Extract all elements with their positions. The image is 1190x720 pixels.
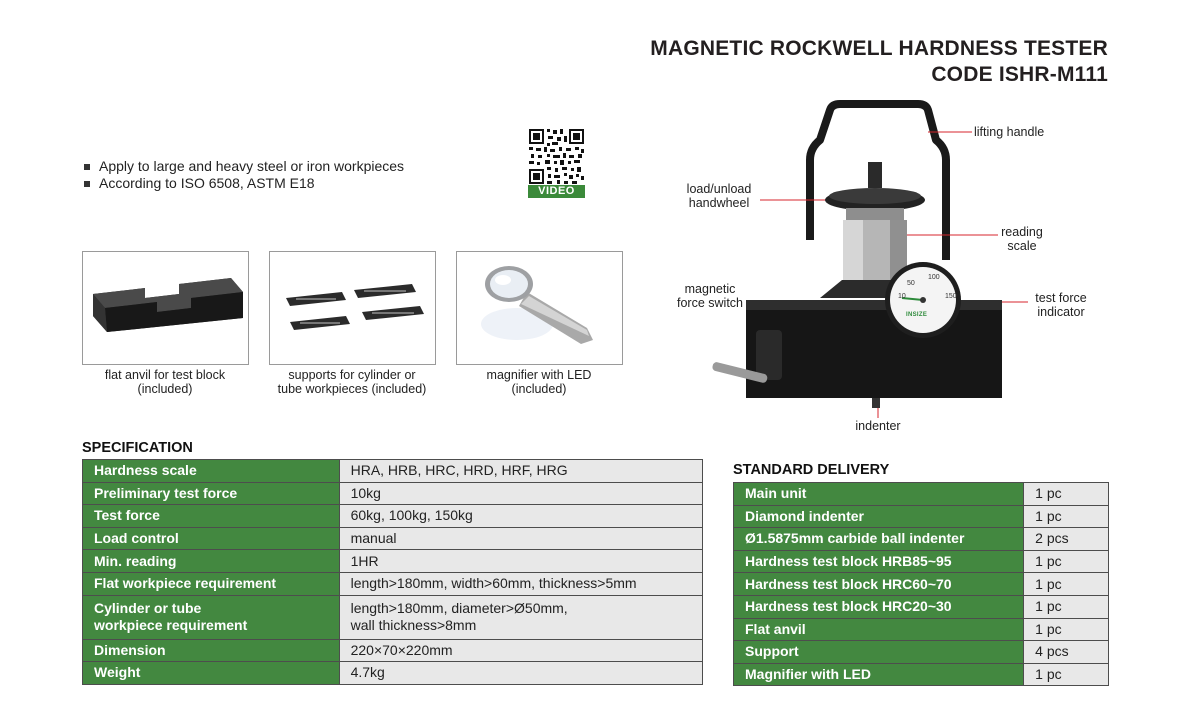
delivery-qty: 4 pcs	[1024, 641, 1109, 664]
dial-number: 150	[945, 293, 957, 300]
delivery-qty: 1 pc	[1024, 595, 1109, 618]
spec-value: length>180mm, diameter>Ø50mm, wall thickness>8mm	[339, 595, 702, 639]
delivery-title: STANDARD DELIVERY	[733, 462, 890, 478]
spec-value: length>180mm, width>60mm, thickness>5mm	[339, 572, 702, 595]
dial-number: 100	[928, 274, 940, 281]
table-row	[734, 505, 1109, 528]
delivery-qty: 1 pc	[1024, 483, 1109, 506]
feature-item: According to ISO 6508, ASTM E18	[82, 175, 404, 192]
tester-product-image	[660, 100, 1120, 440]
specification-title: SPECIFICATION	[82, 440, 193, 456]
spec-value: 60kg, 100kg, 150kg	[339, 505, 702, 528]
table-row	[83, 639, 703, 662]
brand-logo: INSIZE	[906, 312, 928, 318]
dial-number: 50	[907, 280, 915, 287]
table-row	[83, 505, 703, 528]
spec-label: Test force	[83, 505, 340, 528]
table-row	[734, 663, 1109, 686]
spec-value: 1HR	[339, 550, 702, 573]
spec-label: Preliminary test force	[83, 482, 340, 505]
delivery-qty: 2 pcs	[1024, 528, 1109, 551]
delivery-qty: 1 pc	[1024, 505, 1109, 528]
delivery-item: Magnifier with LED	[734, 663, 1024, 686]
delivery-item: Hardness test block HRB85~95	[734, 550, 1024, 573]
delivery-item: Hardness test block HRC60~70	[734, 573, 1024, 596]
spec-value: 220×70×220mm	[339, 639, 702, 662]
qr-label: VIDEO	[538, 185, 575, 197]
table-row	[83, 550, 703, 573]
table-row	[83, 460, 703, 483]
delivery-item: Hardness test block HRC20~30	[734, 595, 1024, 618]
table-row	[734, 641, 1109, 664]
spec-label: Hardness scale	[83, 460, 340, 483]
spec-value: 4.7kg	[339, 662, 702, 685]
delivery-item: Flat anvil	[734, 618, 1024, 641]
callout-test-force-indicator: test force indicator	[1035, 291, 1087, 319]
feature-item: Apply to large and heavy steel or iron workpieces	[82, 158, 404, 175]
bullet-icon	[84, 164, 90, 170]
callout-indenter: indenter	[855, 419, 901, 433]
flat-anvil-image	[82, 251, 249, 365]
spec-label: Weight	[83, 662, 340, 685]
table-row	[734, 595, 1109, 618]
delivery-item: Support	[734, 641, 1024, 664]
table-row	[83, 572, 703, 595]
spec-label: Cylinder or tube workpiece requirement	[83, 595, 340, 639]
callout-reading-scale: reading scale	[1001, 225, 1043, 253]
delivery-table	[733, 482, 1109, 686]
spec-value: 10kg	[339, 482, 702, 505]
spec-label: Dimension	[83, 639, 340, 662]
magnifier-caption: magnifier with LED (included)	[486, 368, 592, 396]
spec-label: Min. reading	[83, 550, 340, 573]
callout-lifting-handle: lifting handle	[974, 125, 1045, 139]
bullet-icon	[84, 181, 90, 187]
page-title: MAGNETIC ROCKWELL HARDNESS TESTER	[650, 37, 1108, 60]
flat-anvil-caption: flat anvil for test block (included)	[104, 368, 226, 396]
feature-list	[82, 158, 404, 192]
delivery-qty: 1 pc	[1024, 618, 1109, 641]
table-row	[83, 482, 703, 505]
spec-label: Flat workpiece requirement	[83, 572, 340, 595]
delivery-qty: 1 pc	[1024, 663, 1109, 686]
spec-value: manual	[339, 527, 702, 550]
delivery-item: Diamond indenter	[734, 505, 1024, 528]
delivery-item: Ø1.5875mm carbide ball indenter	[734, 528, 1024, 551]
spec-value: HRA, HRB, HRC, HRD, HRF, HRG	[339, 460, 702, 483]
delivery-item: Main unit	[734, 483, 1024, 506]
callout-magnetic-switch: magnetic force switch	[677, 282, 743, 310]
table-row	[734, 483, 1109, 506]
supports-caption: supports for cylinder or tube workpieces (included)	[277, 368, 427, 396]
product-code: CODE ISHR-M111	[931, 63, 1108, 86]
table-row	[734, 618, 1109, 641]
spec-label: Load control	[83, 527, 340, 550]
delivery-qty: 1 pc	[1024, 573, 1109, 596]
table-row	[83, 662, 703, 685]
table-row	[734, 573, 1109, 596]
delivery-qty: 1 pc	[1024, 550, 1109, 573]
dial-number: 10	[898, 293, 906, 300]
table-row	[734, 550, 1109, 573]
table-row	[83, 527, 703, 550]
supports-image	[269, 251, 436, 365]
specification-table	[82, 459, 703, 685]
qr-code-video-link[interactable]	[528, 128, 585, 198]
callout-handwheel: load/unload handwheel	[686, 182, 752, 210]
table-row	[83, 595, 703, 639]
table-row	[734, 528, 1109, 551]
magnifier-image	[456, 251, 623, 365]
